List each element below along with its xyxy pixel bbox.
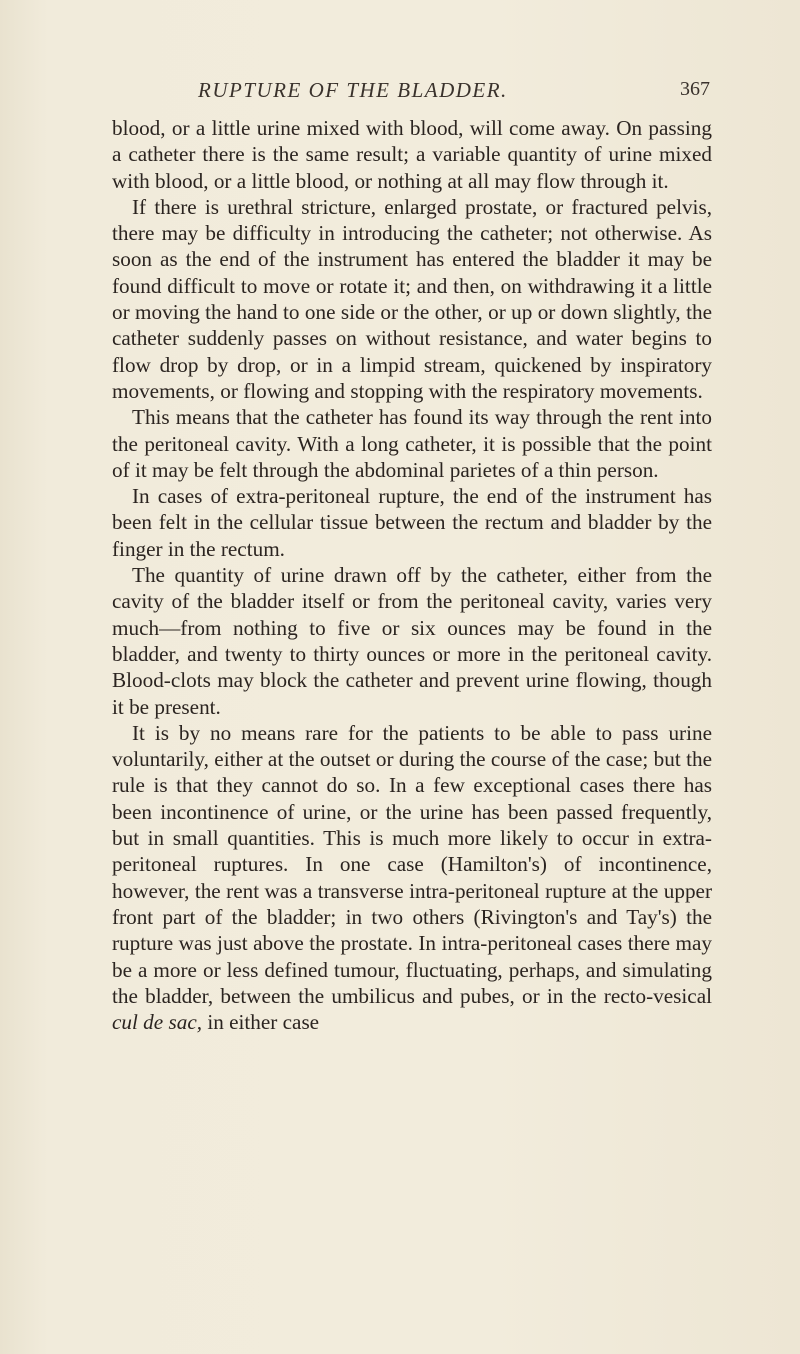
paragraph: blood, or a little urine mixed with blood, will come away. On passing a catheter there is the same result; a variable quantity of urine mixed with blood, or a little blood, or nothing at all may flow through it.	[112, 116, 712, 193]
page-number: 367	[680, 78, 710, 100]
paragraph: If there is urethral stricture, enlarged prostate, or fractured pelvis, there may be difficulty in introducing the catheter; not otherwise. As soon as the end of the instrument has entered the bladder it may be found difficult to move or rotate it; and then, on withdrawing it a little or moving the hand to one side or the other, or up or down slightly, the catheter suddenly passes on without resistance, and water begins to flow drop by drop, or in a limpid stream, quickened by inspiratory movements, or flowing and stopping with the respiratory movements.	[112, 194, 712, 403]
paragraph: In cases of extra-peritoneal rupture, the end of the instrument has been felt in the cellular tissue between the rectum and bladder by the finger in the rectum.	[112, 484, 712, 561]
running-title: RUPTURE OF THE BLADDER.	[198, 78, 508, 102]
paragraph-text: It is by no means rare for the patients to be able to pass urine voluntarily, either at the outset or during the course of the case; but the rule is that they cannot do so. In a few exceptional cases there has been incontinence of urine, or the urine has been passed frequently, but in small quantities. This is much more likely to occur in extra-peritoneal ruptures. In one case (Hamilton's) of incontinence, however, the rent was a transverse intra-peritoneal rupture at the upper front part of the bladder; in two others (Rivington's and Tay's) the rupture was just above the prostate. In intra-peritoneal cases there may be a more or less defined tumour, fluctuating, perhaps, and simulating the bladder, between the umbilicus and pubes, or in the recto-vesical	[112, 720, 712, 1008]
italic-phrase: cul de sac,	[112, 1010, 203, 1035]
paragraph-last	[112, 720, 712, 1036]
paragraph: The quantity of urine drawn off by the catheter, either from the cavity of the bladder itself or from the peritoneal cavity, varies very much—from nothing to five or six ounces may be found in the bladder, and twenty to thirty ounces or more in the peritoneal cavity. Blood-clots may block the catheter and prevent urine flowing, though it be present.	[112, 563, 712, 719]
paragraph-tail: in either case	[202, 1010, 320, 1035]
running-head	[120, 78, 710, 108]
paragraph: This means that the catheter has found its way through the rent into the peritoneal cavity. With a long catheter, it is possible that the point of it may be felt through the abdominal parietes of a thin person.	[112, 405, 712, 482]
body-text	[112, 115, 712, 1035]
